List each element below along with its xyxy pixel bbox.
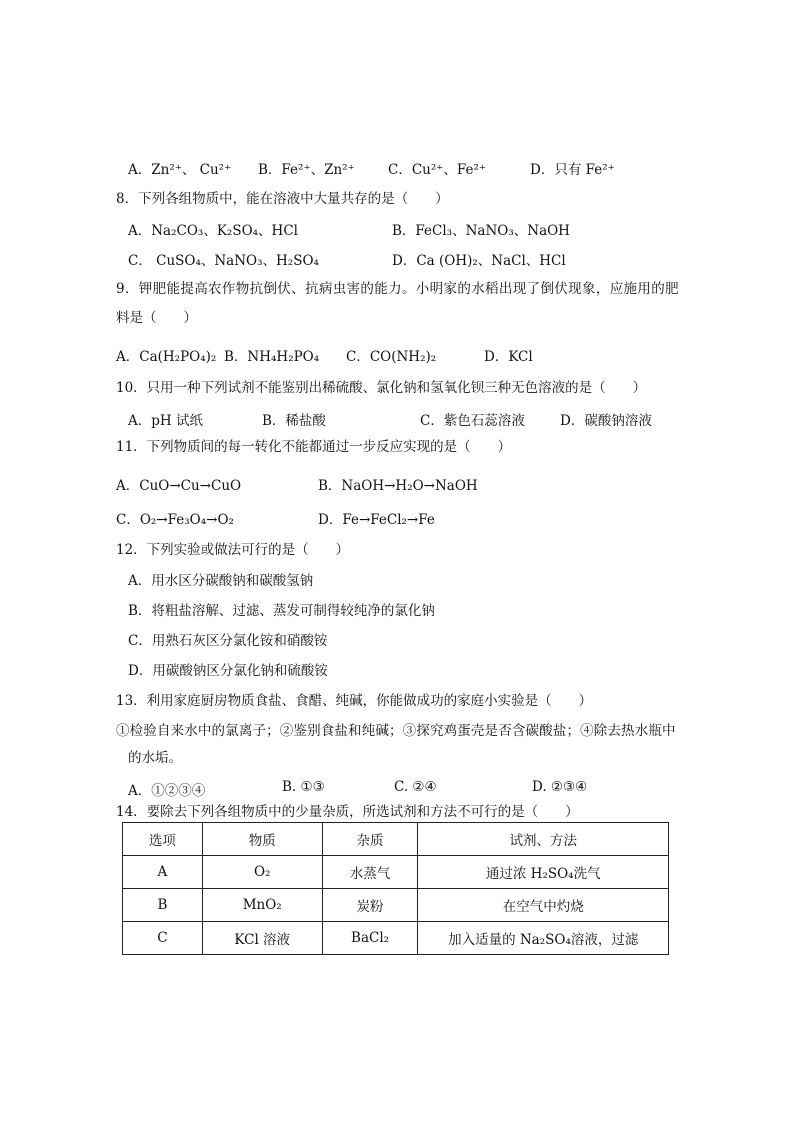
- q11-option-b: B．NaOH→H₂O→NaOH: [318, 478, 478, 494]
- q9-option-b: B．NH₄H₂PO₄: [224, 349, 320, 365]
- q8-option-d: D．Ca (OH)₂、NaCl、HCl: [392, 253, 566, 269]
- q12-option-d: D．用碳酸钠区分氯化钠和硫酸铵: [128, 663, 328, 679]
- q11-stem: 11．下列物质间的每一转化不能都通过一步反应实现的是（ ）: [116, 439, 512, 455]
- q13-option-a: A．①②③④: [128, 783, 206, 799]
- cell-impurity: BaCl₂: [322, 922, 418, 955]
- q10-option-b: B．稀盐酸: [262, 413, 326, 429]
- q12-option-a: A．用水区分碳酸钠和碳酸氢钠: [128, 573, 314, 589]
- q10-stem: 10．只用一种下列试剂不能鉴别出稀硫酸、氯化钠和氢氧化钡三种无色溶液的是（ ）: [116, 380, 647, 396]
- q8-stem: 8．下列各组物质中，能在溶液中大量共存的是（ ）: [116, 191, 449, 207]
- table-row: [123, 922, 669, 955]
- cell-impurity: 水蒸气: [322, 856, 418, 889]
- header-method: 试剂、方法: [418, 823, 669, 856]
- q9-stem-line2: 料是（ ）: [116, 310, 197, 326]
- q11-option-d: D．Fe→FeCl₂→Fe: [318, 512, 435, 528]
- q13-option-c: C. ②④: [394, 779, 437, 795]
- header-option: 选项: [123, 823, 203, 856]
- q8-option-b: B．FeCl₃、NaNO₃、NaOH: [392, 223, 570, 239]
- q13-body-line1: ①检验自来水中的氯离子；②鉴别食盐和纯碱；③探究鸡蛋壳是否含碳酸盐；④除去热水瓶中: [116, 723, 676, 739]
- q8-option-a: A．Na₂CO₃、K₂SO₄、HCl: [128, 223, 298, 239]
- q7-option-c: C．Cu²⁺、Fe²⁺: [388, 162, 487, 178]
- q9-option-a: A．Ca(H₂PO₄)₂: [116, 349, 217, 365]
- header-impurity: 杂质: [322, 823, 418, 856]
- q12-stem: 12．下列实验或做法可行的是（ ）: [116, 542, 350, 558]
- q7-option-a: A．Zn²⁺、 Cu²⁺: [128, 162, 232, 178]
- cell-substance: O₂: [202, 856, 322, 889]
- q14-stem: 14．要除去下列各组物质中的少量杂质，所选试剂和方法不可行的是（ ）: [116, 804, 579, 820]
- table-row: [123, 889, 669, 922]
- q9-option-c: C．CO(NH₂)₂: [346, 349, 437, 365]
- cell-option: B: [123, 889, 203, 922]
- q13-body-line2: 的水垢。: [128, 750, 182, 766]
- q11-option-c: C．O₂→Fe₃O₄→O₂: [116, 512, 234, 528]
- impurity-table: [122, 822, 669, 955]
- cell-method: 加入适量的 Na₂SO₄溶液，过滤: [418, 922, 669, 955]
- cell-option: A: [123, 856, 203, 889]
- q12-option-c: C．用熟石灰区分氯化铵和硝酸铵: [128, 633, 328, 649]
- header-substance: 物质: [202, 823, 322, 856]
- q10-option-a: A．pH 试纸: [128, 413, 203, 429]
- q13-stem: 13．利用家庭厨房物质食盐、食醋、纯碱，你能做成功的家庭小实验是（ ）: [116, 693, 593, 709]
- q11-option-a: A．CuO→Cu→CuO: [116, 478, 242, 494]
- q10-option-c: C．紫色石蕊溶液: [420, 413, 525, 429]
- table-row: [123, 856, 669, 889]
- cell-substance: KCl 溶液: [202, 922, 322, 955]
- cell-option: C: [123, 922, 203, 955]
- q7-option-b: B．Fe²⁺、Zn²⁺: [258, 162, 355, 178]
- q7-option-d: D．只有 Fe²⁺: [530, 162, 615, 178]
- cell-method: 在空气中灼烧: [418, 889, 669, 922]
- cell-method: 通过浓 H₂SO₄洗气: [418, 856, 669, 889]
- q12-option-b: B．将粗盐溶解、过滤、蒸发可制得较纯净的氯化钠: [128, 603, 435, 619]
- q13-option-b: B. ①③: [282, 779, 325, 795]
- q8-option-c: C． CuSO₄、NaNO₃、H₂SO₄: [128, 253, 319, 269]
- q13-option-d: D. ②③④: [532, 779, 588, 795]
- q9-stem-line1: 9．钾肥能提高农作物抗倒伏、抗病虫害的能力。小明家的水稻出现了倒伏现象，应施用的肥: [116, 281, 679, 297]
- q10-option-d: D．碳酸钠溶液: [560, 413, 652, 429]
- cell-substance: MnO₂: [202, 889, 322, 922]
- cell-impurity: 炭粉: [322, 889, 418, 922]
- q9-option-d: D．KCl: [484, 349, 533, 365]
- table-header-row: [123, 823, 669, 856]
